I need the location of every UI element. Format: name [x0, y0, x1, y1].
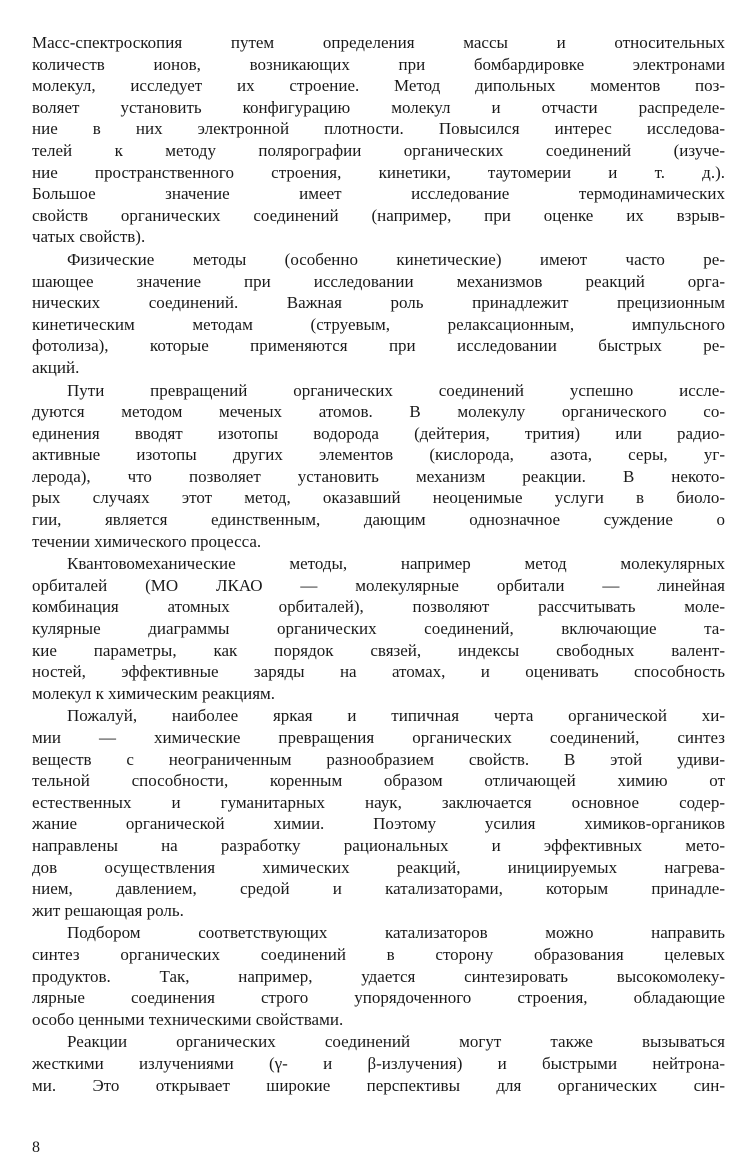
- text-line: кие параметры, как порядок связей, индексы свободных валент-: [32, 640, 725, 660]
- text-line: свойств органических соединений (например, при оценке их взрыв-: [32, 205, 725, 225]
- text-line: Пожалуй, наиболее яркая и типичная черта органической хи-: [67, 706, 725, 726]
- text-line: молекул к химическим реакциям.: [32, 683, 276, 703]
- paragraph-organic-synthesis: [32, 705, 725, 921]
- text-line: кинетическим методам (струевым, релаксационным, импульсного: [32, 314, 725, 334]
- paragraph-quantum-methods: [32, 553, 725, 704]
- text-line: особо ценными техническими свойствами.: [32, 1009, 344, 1029]
- text-line: воляет установить конфигурацию молекул и отчасти распределе-: [32, 97, 725, 117]
- text-line: шающее значение при исследовании механизмов реакций орга-: [32, 271, 725, 291]
- text-line: направлены на разработку рациональных и эффективных мето-: [32, 835, 725, 855]
- text-line: продуктов. Так, например, удается синтезировать высокомолеку-: [32, 966, 725, 986]
- text-line: акций.: [32, 357, 80, 377]
- paragraph-mass-spectroscopy: [32, 32, 725, 248]
- text-line: орбиталей (МО ЛКАО — молекулярные орбитали — линейная: [32, 575, 725, 595]
- text-line: комбинация атомных орбиталей), позволяют рассчитывать моле-: [32, 597, 725, 617]
- text-line: кулярные диаграммы органических соединений, включающие та-: [32, 619, 725, 639]
- text-line: лярные соединения строго упорядоченного строения, обладающие: [32, 988, 725, 1008]
- text-line: фотолиза), которые применяются при исследовании быстрых ре-: [32, 336, 725, 356]
- text-line: чатых свойств).: [32, 227, 146, 247]
- text-line: жание органической химии. Поэтому усилия химиков-органиков: [32, 814, 725, 834]
- text-line: количеств ионов, возникающих при бомбардировке электронами: [32, 54, 725, 74]
- text-line: Масс-спектроскопия путем определения массы и относительных: [32, 33, 725, 52]
- paragraph-catalysts: [32, 922, 725, 1030]
- text-line: тельной способности, коренным образом отличающей химию от: [32, 771, 725, 791]
- paragraph-radiation: [32, 1031, 725, 1096]
- text-line: ние в них электронной плотности. Повысился интерес исследова-: [32, 119, 725, 139]
- text-line: единения вводят изотопы водорода (дейтерия, трития) или радио-: [32, 423, 725, 443]
- text-line: нических соединений. Важная роль принадлежит прецизионным: [32, 293, 725, 313]
- text-line: ми. Это открывает широкие перспективы для органических син-: [32, 1075, 725, 1095]
- text-line: рых случаях этот метод, оказавший неоценимые услуги в биоло-: [32, 488, 725, 508]
- text-line: мии — химические превращения органических соединений, синтез: [32, 728, 725, 747]
- text-line: естественных и гуманитарных наук, заключается основное содер-: [32, 792, 725, 812]
- text-line: телей к методу полярографии органических соединений (изуче-: [32, 140, 725, 160]
- text-line: жит решающая роль.: [32, 900, 184, 920]
- text-line: дуются методом меченых атомов. В молекулу органического со-: [32, 402, 725, 422]
- text-line: синтез органических соединений в сторону образования целевых: [32, 944, 725, 964]
- text-line: нием, давлением, средой и катализаторами, которым принадле-: [32, 879, 725, 899]
- text-line: гии, является единственным, дающим однозначное суждение о: [32, 510, 725, 530]
- text-line: Реакции органических соединений могут также вызываться: [67, 1032, 725, 1052]
- text-line: веществ с неограниченным разнообразием свойств. В этой удиви-: [32, 749, 725, 769]
- text-line: Квантовомеханические методы, например метод молекулярных: [67, 554, 725, 574]
- paragraph-labeled-atoms: [32, 380, 725, 553]
- text-line: дов осуществления химических реакций, инициируемых нагрева-: [32, 857, 725, 877]
- text-line: молекул, исследует их строение. Метод дипольных моментов поз-: [32, 76, 725, 96]
- text-line: Подбором соответствующих катализаторов можно направить: [67, 923, 725, 943]
- text-line: Пути превращений органических соединений успешно иссле-: [67, 380, 725, 400]
- text-line: ние пространственного строения, кинетики, таутомерии и т. д.).: [32, 162, 725, 182]
- text-line: Физические методы (особенно кинетические) имеют часто ре-: [67, 249, 725, 269]
- page-number: 8: [32, 1139, 40, 1156]
- paragraph-physical-methods: [32, 249, 725, 379]
- text-line: активные изотопы других элементов (кислорода, азота, серы, уг-: [32, 445, 725, 465]
- text-line: жесткими излучениями (γ- и β-излучения) и быстрыми нейтрона-: [32, 1053, 725, 1073]
- text-line: лерода), что позволяет установить механизм реакции. В некото-: [32, 466, 725, 486]
- text-line: ностей, эффективные заряды на атомах, и оценивать способность: [32, 662, 725, 682]
- text-line: течении химического процесса.: [32, 531, 262, 551]
- text-line: Большое значение имеет исследование термодинамических: [32, 184, 725, 204]
